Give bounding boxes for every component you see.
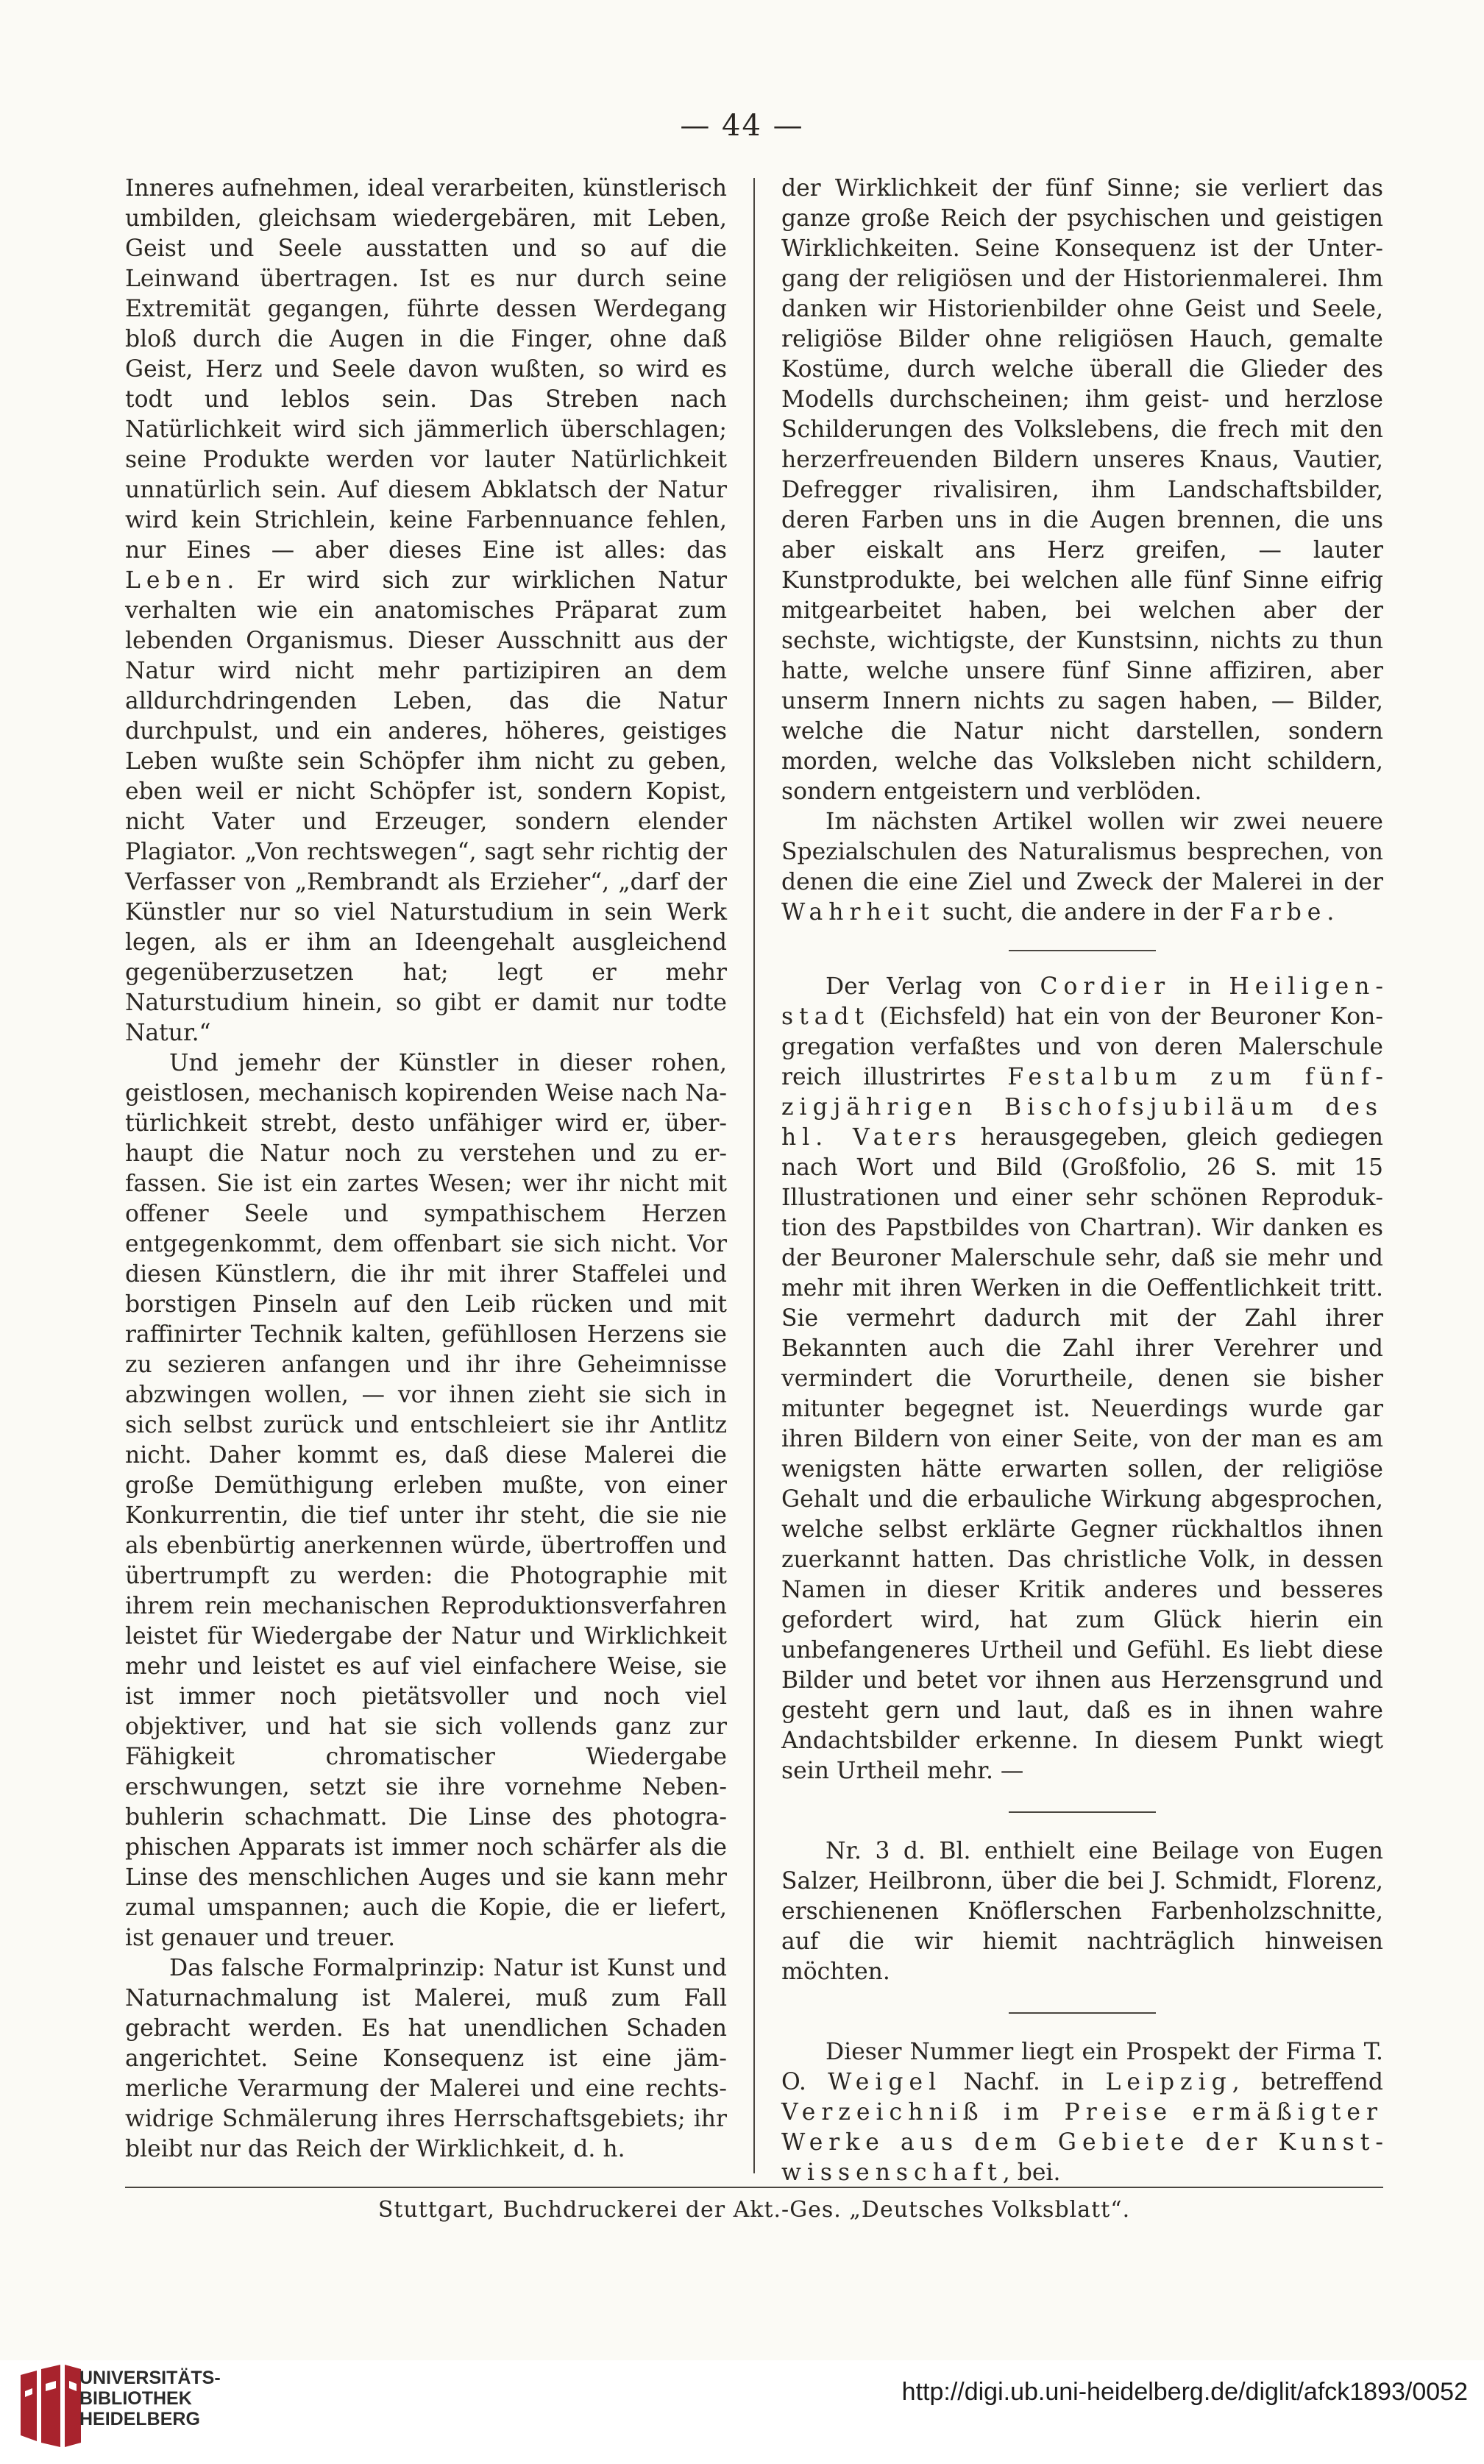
footer-rule <box>125 2187 1383 2188</box>
section-separator <box>1009 950 1156 951</box>
right-paragraph-2: Im nächsten Artikel wollen wir zwei neuere Spezialschulen des Naturalismus besprechen, von denen die eine Ziel und Zweck der Malerei in der Wahrheit sucht, die andere in der Farbe. <box>781 809 1383 926</box>
notice-beilage: Nr. 3 d. Bl. enthielt eine Beilage von Eugen Salzer, Heilbronn, über die bei J. Schmidt, Florenz, erschienenen Knöflerschen Farbenholzschnitte, auf die wir hiemit nachträglich hinweisen möchten. <box>781 1838 1383 1985</box>
emphasis-wahrheit: Wahrheit <box>781 899 935 926</box>
emphasis-heiligenstadt: Heiligenstadt <box>781 973 1383 1030</box>
emphasis-leipzig: Leipzig <box>1105 2069 1232 2095</box>
right-column <box>781 174 1383 2188</box>
left-column <box>125 174 727 2165</box>
right-paragraph-1: der Wirklichkeit der fünf Sinne; sie verliert das ganze große Reich der psychischen und geistigen Wirklichkeiten. Seine Konsequenz ist der Untergang der religiösen und der Historienmalerei. Ihm danken wir Historienbilder ohne Geist und Seele, religiöse Bilder ohne religiösen Hauch, gemalte Kostüme, durch welche überall die Glieder des Modells durchscheinen; ihm geist- und herzlose Schilderungen des Volkslebens, die frech mit den herzerfreuenden Bildern unseres Knaus, Vautier, Defregger rivalisiren, ihm Landschaftsbilder, deren Farben uns in die Augen brennen, die uns aber eiskalt ans Herz greifen, — lauter Kunstprodukte, bei welchen alle fünf Sinne eifrig mitgearbeitet haben, bei welchen aber der sechste, wichtigste, der Kunstsinn, nichts zu thun hatte, welche unsere fünf Sinne affiziren, aber unserm Innern nichts zu sagen haben, — Bilder, welche die Natur nicht darstellen, sondern morden, welche das Volksleben nicht schildern, sondern entgeistern und verblöden. <box>781 175 1383 805</box>
printer-imprint: Stuttgart, Buchdruckerei der Akt.-Ges. „Deutsches Volksblatt“. <box>377 2197 1131 2223</box>
left-paragraph-1: Inneres aufnehmen, ideal verarbeiten, künstlerisch umbilden, gleichsam wiedergebären, mit Leben, Geist und Seele ausstatten und so auf die Leinwand übertragen. Ist es nur durch seine Extremität gegangen, führte dessen Werdegang bloß durch die Augen in die Finger, ohne daß Geist, Herz und Seele davon wußten, so wird es todt und leblos sein. Das Streben nach Natürlichkeit wird sich jämmerlich überschlagen; seine Produkte werden vor lauter Natürlichkeit unnatürlich sein. Auf diesem Abklatsch der Natur wird kein Strichlein, keine Farbennuance fehlen, nur Eines — aber dieses Eine ist alles: das Leben. Er wird sich zur wirklichen Natur verhalten wie ein anatomisches Präparat zum lebenden Organismus. Dieser Ausschnitt aus der Natur wird nicht mehr partizipiren an dem alldurchdringenden Leben, das die Natur durchpulst, und ein anderes, höheres, geistiges Leben wußte sein Schöpfer ihm nicht zu geben, eben weil er nicht Schöpfer ist, sondern Kopist, nicht Vater und Erzeuger, sondern elender Plagiator. „Von rechtswegen“, sagt sehr richtig der Verfasser von „Rembrandt als Erzieher“, „darf der Künstler nur so viel Naturstudium in sein Werk legen, als er ihm an Ideengehalt ausgleichend gegenüberzusetzen hat; legt er mehr Naturstudium hinein, so gibt er damit nur todte Natur.“ <box>125 175 727 1046</box>
section-separator <box>1009 1811 1156 1813</box>
column-divider <box>753 178 755 2173</box>
text-columns <box>125 174 1383 2186</box>
permalink-url[interactable]: http://digi.ub.uni-heidelberg.de/diglit/afck1893/0052 <box>901 2378 1468 2406</box>
notice-festalbum: Der Verlag von Cordier in Heiligenstadt (Eichsfeld) hat ein von der Beuroner Kongregation verfaßtes und von deren Malerschule reich illustrirtes Festalbum zum fünfzigjährigen Bischofsjubiläum des hl. Vaters herausgegeben, gleich gediegen nach Wort und Bild (Großfolio, 26 S. mit 15 Illustrationen und einer sehr schönen Reproduktion des Papstbildes von Chartran). Wir danken es der Beuroner Malerschule sehr, daß sie mehr und mehr mit ihren Werken in die Oeffentlichkeit tritt. Sie vermehrt dadurch mit der Zahl ihrer Bekannten auch die Zahl ihrer Verehrer und vermindert die Vorurtheile, denen sie bisher mitunter begegnet ist. Neuerdings wurde gar ihren Bildern von einer Seite, von der man es am wenigsten hätte erwarten sollen, der religiöse Gehalt und die erbauliche Wirkung abgesprochen, welche selbst erklärte Gegner rückhaltlos ihnen zuerkannt hatten. Das christliche Volk, in dessen Namen in dieser Kritik anderes und besseres gefordert wird, hat zum Glück hierin ein unbefangeneres Urtheil und Gefühl. Es liebt diese Bilder und betet vor ihnen aus Herzensgrund und gesteht gern und laut, daß es in ihnen wahre Andachtsbilder erkenne. In diesem Punkt wiegt sein Urtheil mehr. — <box>781 973 1383 1784</box>
emphasis-leben: Leben <box>125 567 227 594</box>
emphasis-festalbum: Festalbum zum fünfzigjährigen Bischofsjubiläum des hl. Vaters <box>781 1064 1383 1151</box>
left-paragraph-2: Und jemehr der Künstler in dieser rohen, geistlosen, mechanisch kopirenden Weise nach Natürlichkeit strebt, desto unfähiger wird er, überhaupt die Natur noch zu verstehen und zu erfassen. Sie ist ein zartes Wesen; wer ihr nicht mit offener Seele und sympathischem Herzen entgegenkommt, dem offenbart sie sich nicht. Vor diesen Künstlern, die ihr mit ihrer Staffelei und borstigen Pinseln auf den Leib rücken und mit raffinirter Technik kalten, gefühllosen Herzens sie zu sezieren anfangen und ihr ihre Geheimnisse abzwingen wollen, — vor ihnen zieht sie sich in sich selbst zurück und entschleiert sie ihr Antlitz nicht. Daher kommt es, daß diese Malerei die große Demüthigung erleben mußte, von einer Konkurrentin, die tief unter ihr steht, die sie nie als ebenbürtig anerkennen würde, übertroffen und übertrumpft zu werden: die Photographie mit ihrem rein mechanischen Reproduktionsverfahren leistet für Wiedergabe der Natur und Wirklichkeit mehr und leistet es auf viel einfachere Weise, sie ist immer noch pietätsvoller und noch viel objektiver, und hat sie sich vollends ganz zur Fähigkeit chromatischer Wiedergabe erschwungen, setzt sie ihre vornehme Nebenbuhlerin schachmatt. Die Linse des photographischen Apparats ist immer noch schärfer als die Linse des menschlichen Auges und sie kann mehr zumal umspannen; auch die Kopie, die er liefert, ist genauer und treuer. <box>125 1050 727 1951</box>
emphasis-cordier: Cordier <box>1040 973 1171 1000</box>
emphasis-verzeichniss: Verzeichniß im Preise ermäßigter Werke aus dem Gebiete der Kunstwissenschaft <box>781 2099 1383 2186</box>
left-paragraph-3: Das falsche Formalprinzip: Natur ist Kunst und Naturnachmalung ist Malerei, muß zum Fall gebracht werden. Es hat unendlichen Schaden angerichtet. Seine Konsequenz ist eine jämmerliche Verarmung der Malerei und eine rechtswidrige Schmälerung ihres Herrschaftsgebiets; ihr bleibt nur das Reich der Wirklichkeit, d. h. <box>125 1955 727 2162</box>
section-separator <box>1009 2012 1156 2014</box>
library-name: UNIVERSITÄTS- BIBLIOTHEK HEIDELBERG <box>79 2368 221 2429</box>
emphasis-weigel: Weigel <box>828 2069 942 2095</box>
notice-prospekt: Dieser Nummer liegt ein Prospekt der Firma T. O. Weigel Nachf. in Leipzig, betreffend Verzeichniß im Preise ermäßigter Werke aus dem Gebiete der Kunstwissenschaft, bei. <box>781 2039 1383 2186</box>
viewer-footer-bar <box>0 2360 1484 2464</box>
emphasis-farbe: Farbe <box>1229 899 1327 926</box>
page-number: — 44 — <box>680 109 804 143</box>
